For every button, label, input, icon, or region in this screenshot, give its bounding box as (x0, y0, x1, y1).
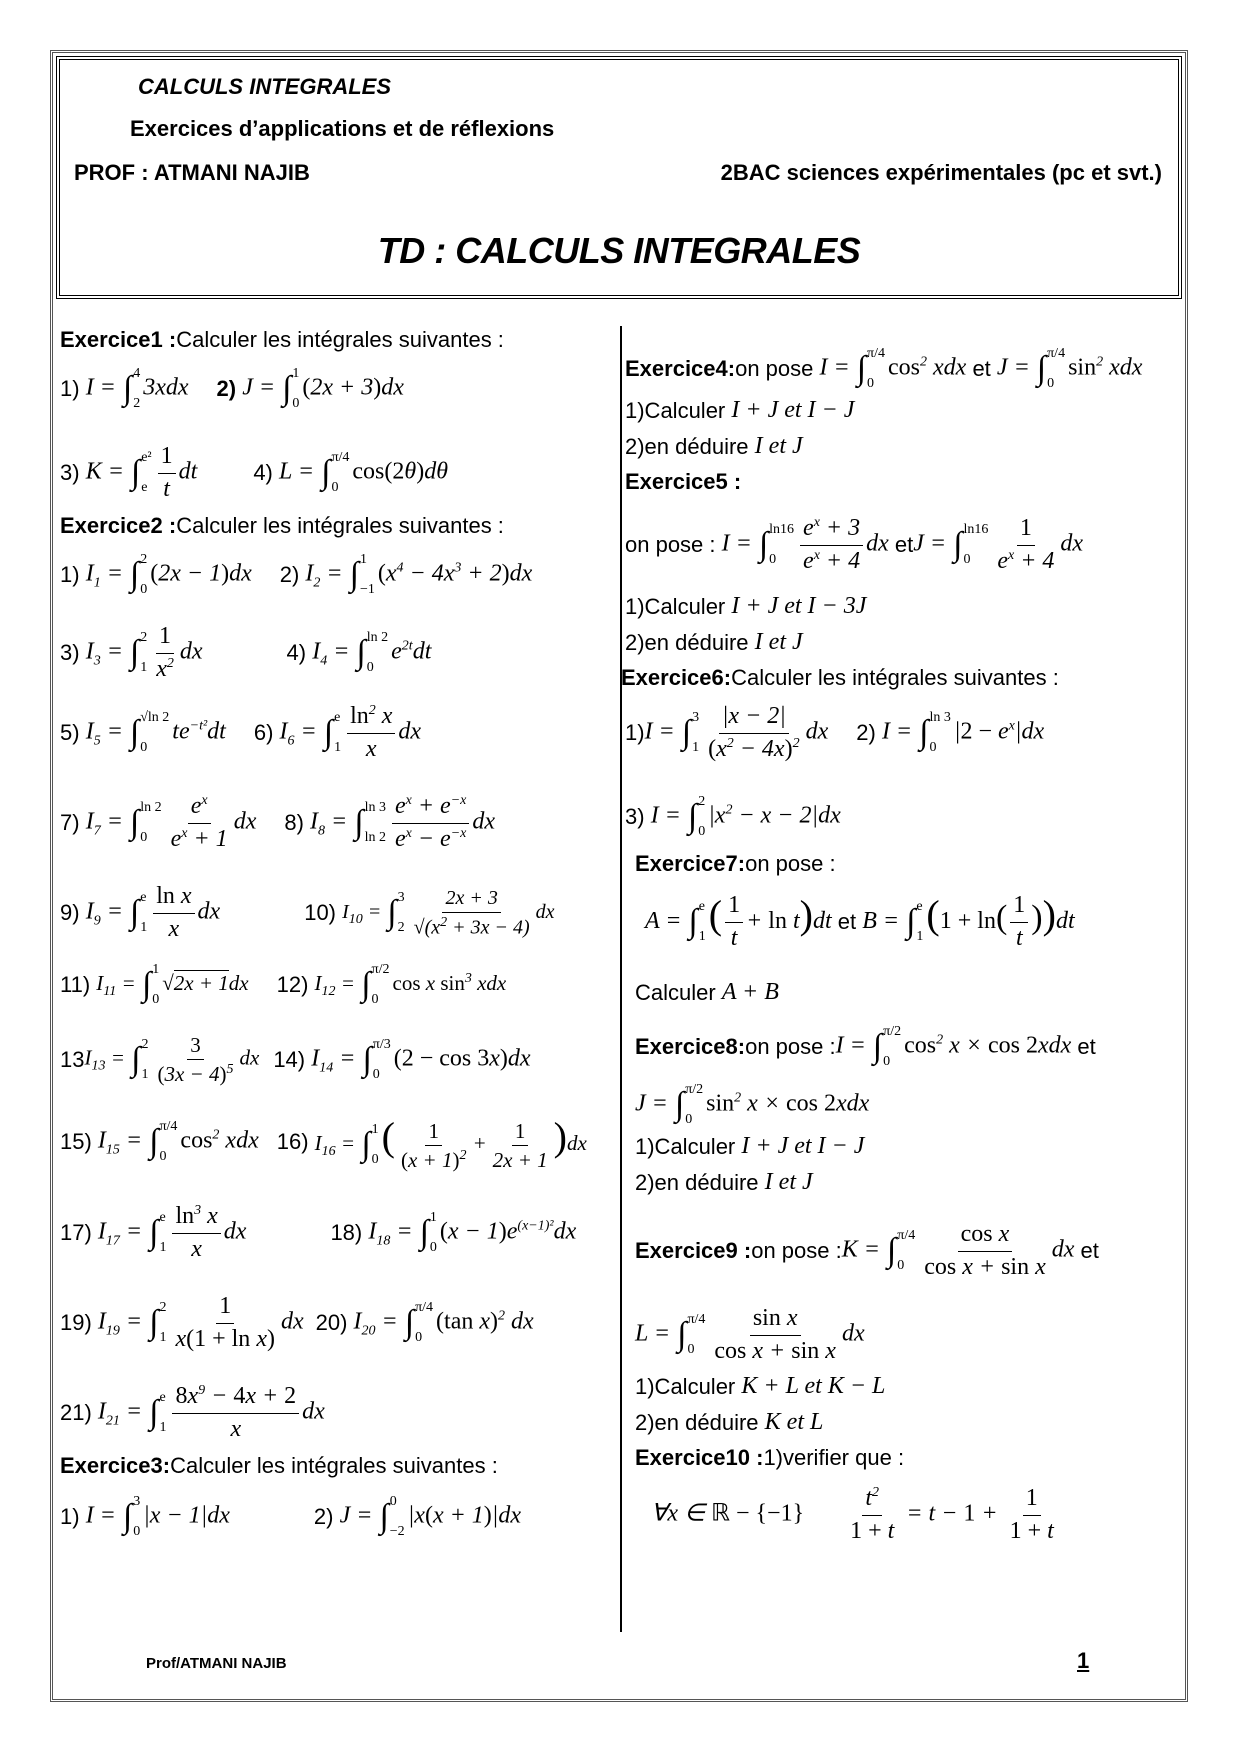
ex3-row1 (60, 1495, 521, 1539)
ex2-row7 (60, 1033, 531, 1086)
ex10-identity (651, 1485, 1060, 1545)
exercise-text: on pose : (745, 851, 836, 876)
exercise-label: Exercice10 : (635, 1445, 764, 1470)
item-number: 13 (60, 1046, 85, 1072)
math-expression: $I_{16}$ = ∫ 1 0 ( $\frac{1}{(x + 1)^2}$ + $\frac{1}{2x + 1}$ )dx (314, 1114, 587, 1172)
ex5-q2 (625, 629, 803, 656)
math-expression: L = ∫ π/4 0 cos(2θ)dθ (279, 450, 448, 496)
item-number: 3) (60, 640, 80, 666)
math-expression: I et J (754, 433, 803, 459)
item-number: 1) (60, 562, 80, 587)
ex2-row4 (60, 793, 495, 853)
ex2-row11 (60, 1383, 325, 1443)
math-expression: I + J et I − J (731, 397, 855, 423)
math-expression: $I_6$ = ∫ e 1 $\frac{\ln^2 x}{x}$ dx (279, 703, 422, 762)
item-number: 2) (856, 720, 876, 746)
question-text: Calculer (635, 979, 716, 1005)
math-expression: ∀x ∈ ℝ − {−1} $\frac{t^2}{1 + t}$ = t − 1 + $\frac{1}{1 + t}$ (651, 1485, 1054, 1544)
ex9-l-definition (635, 1305, 865, 1365)
question-text: 2)en déduire (635, 1409, 759, 1435)
question-text: 1)Calculer (635, 1133, 736, 1159)
subtitle: Exercices d’applications et de réflexions (130, 116, 555, 141)
math-expression: $I_{13}$ = ∫ 2 1 $\frac{3}{(3x - 4)^5}$ dx (84, 1033, 260, 1087)
page-header (56, 56, 1182, 299)
ex7-question (635, 979, 779, 1006)
item-number: 1) (625, 720, 645, 746)
item-number: 3) (625, 804, 645, 829)
exercise-text: Calculer les intégrales suivantes : (176, 513, 504, 538)
item-number: 20) (315, 1310, 348, 1336)
prof-name: PROF : ATMANI NAJIB (74, 160, 310, 185)
ex6-row1 (625, 703, 1044, 763)
ex2-row9 (60, 1203, 576, 1263)
item-number: 12) (276, 972, 309, 997)
item-number: 1) (60, 376, 80, 401)
ex8-q1 (635, 1133, 864, 1160)
ex9-heading (635, 1221, 1099, 1281)
exercise-text: Calculer les intégrales suivantes : (170, 1453, 498, 1478)
math-expression: I = ∫ 3 0 |x − 1|dx (85, 1494, 230, 1539)
math-expression: $I_{17}$ = ∫ e 1 $\frac{\ln^3 x}{x}$ dx (97, 1203, 247, 1262)
item-number: 8) (284, 810, 304, 836)
item-number: 11) (60, 972, 91, 997)
math-expression: I = ∫ ln 3 0 $|2 - e^x|dx$ (881, 710, 1045, 756)
exercise-label: Exercice9 : (635, 1238, 752, 1264)
math-expression: I = ∫ 3 1 $\frac{|x - 2|}{(x^2 - 4x)^2}$ dx (644, 703, 829, 762)
ex5-q1 (625, 593, 866, 620)
math-expression: $I_{14}$ = ∫ π/3 0 (2 − cos 3x)dx (311, 1036, 531, 1082)
math-expression: K et L (764, 1409, 824, 1435)
item-number: 2) (279, 562, 300, 587)
item-number: 18) (330, 1220, 363, 1246)
math-expression: J = ∫ π/2 0 $\sin^2 x \times \cos 2xdx$ (635, 1082, 870, 1127)
conjunction: et (1080, 1238, 1099, 1264)
math-expression: J = ∫ π/4 0 $\sin^2$ xdx (996, 346, 1143, 391)
ex4-q2 (625, 433, 803, 460)
math-expression: $I_8$ = ∫ ln 3 ln 2 $\frac{e^x + e^{-x}}{e^x - e^{-x}}$ dx (310, 793, 496, 852)
question-text: 1)Calculer (625, 397, 726, 423)
math-expression: $I_3$ = ∫ 2 1 $\frac{1}{x^2}$ dx (85, 623, 203, 682)
math-expression: $I_5$ = ∫ √ln 2 0 $te^{-t^2}dt$ (85, 710, 226, 756)
math-expression: B = ∫ e 1 (1 + ln( $\frac{1}{t}$ ))dt (862, 892, 1075, 951)
question-text: 2)en déduire (635, 1169, 759, 1195)
footer-author: Prof/ATMANI NAJIB (146, 1655, 287, 1672)
math-expression: I = ∫ ln16 0 $\frac{e^x + 3}{e^x + 4}$ dx (721, 515, 889, 574)
math-expression: I = ∫ π/4 0 $\cos^2$ xdx (819, 346, 967, 391)
math-expression: K + L et K − L (741, 1373, 886, 1399)
math-expression: I = ∫ 4 2 3xdx (85, 366, 189, 411)
item-number: 2) (216, 376, 237, 401)
math-expression: I = ∫ 2 0 $|x^2 - x - 2|dx$ (650, 794, 841, 839)
math-expression: $I_{21}$ = ∫ e 1 $\frac{8x^9 - 4x + 2}{x}$ dx (97, 1383, 325, 1442)
ex6-row2 (625, 795, 841, 839)
exercise-label: Exercice8: (635, 1034, 746, 1059)
item-number: 2) (313, 1504, 334, 1529)
item-number: 15) (60, 1129, 92, 1155)
exercise-label: Exercice5 : (625, 469, 742, 494)
item-number: 6) (253, 720, 274, 746)
math-expression: $I_{12}$ = ∫ π/2 0 cos x $\sin^3$ xdx (314, 962, 507, 1007)
exercise-text: Calculer les intégrales suivantes : (731, 665, 1059, 690)
math-expression: I et J (754, 629, 803, 655)
page-number: 1 (1077, 1648, 1090, 1673)
math-expression: J = ∫ ln16 0 $\frac{1}{e^x + 4}$ dx (913, 515, 1084, 574)
ex8-heading (635, 1025, 1096, 1069)
item-number: 10) (304, 900, 336, 926)
ex1-row2 (60, 443, 448, 503)
item-number: 14) (273, 1046, 306, 1072)
math-expression: $I_{18}$ = ∫ 1 0 $(x - 1)e^{(x-1)^2}dx$ (368, 1210, 577, 1256)
ex8-q2 (635, 1169, 813, 1196)
exercise-text: Calculer les intégrales suivantes : (176, 327, 504, 352)
math-expression: I + J et I − J (741, 1133, 865, 1159)
math-expression: $I_2$ = ∫ 1 −1 $(x^4 - 4x^3 + 2)dx$ (305, 552, 533, 597)
ex2-row1 (60, 553, 532, 597)
math-expression: $I_{15}$ = ∫ π/4 0 $\cos^2$ xdx (97, 1119, 259, 1165)
ex1-heading (60, 327, 504, 353)
math-expression: $I_7$ = ∫ ln 2 0 $\frac{e^x}{e^x + 1}$ dx (85, 793, 257, 852)
conjunction: et (972, 356, 991, 381)
item-number: 1) (60, 1504, 80, 1529)
ex8-j-definition (635, 1083, 869, 1127)
td-title: TD : CALCULS INTEGRALES (377, 230, 861, 271)
exercise-label: Exercice1 : (60, 327, 177, 352)
ex2-heading (60, 513, 504, 539)
math-expression: L = ∫ π/4 0 $\frac{\text{sin x}}{\text{cos x + sin x}}$ dx (635, 1305, 865, 1364)
math-expression: $I_{20}$ = ∫ π/4 0 (tan x)$^2$ dx (353, 1300, 534, 1346)
ex2-row6 (60, 963, 506, 1007)
question-text: 1)Calculer (625, 593, 726, 619)
ex9-q1 (635, 1373, 885, 1400)
exercise-text: on pose : (745, 1034, 836, 1059)
ex2-row2 (60, 623, 431, 683)
item-number: 3) (60, 460, 80, 486)
math-expression: $I_1$ = ∫ 2 0 (2x − 1)dx (85, 552, 252, 597)
math-expression: $I_9$ = ∫ e 1 $\frac{\text{ln x}}{x}$ dx (85, 883, 221, 942)
item-number: 19) (60, 1310, 92, 1336)
item-number: 17) (60, 1220, 92, 1246)
ex4-heading (625, 347, 1142, 391)
math-expression: J = ∫ 1 0 (2x + 3)dx (242, 366, 404, 411)
math-expression: $I_{10}$ = ∫ 3 2 $\frac{2x + 3}{√(x^2 + 3x - 4)}$ dx (342, 886, 555, 939)
question-text: 1)Calculer (635, 1373, 736, 1399)
math-expression: I = ∫ π/2 0 $\cos^2 x \times \cos 2xdx$ (835, 1024, 1072, 1069)
exercise-text: 1)verifier que : (763, 1445, 905, 1470)
math-expression: $I_4$ = ∫ ln 2 0 $e^{2t}dt$ (312, 630, 432, 676)
course-title: CALCULS INTEGRALES (138, 74, 391, 99)
exercise-text: on pose : (751, 1238, 842, 1264)
math-expression: K = ∫ e² e $\frac{1}{t}$ dt (85, 443, 198, 502)
ex5-label (625, 469, 741, 495)
exercise-label: Exercice7: (635, 851, 746, 876)
conjunction: et (894, 532, 914, 558)
exercise-text: on pose (735, 356, 814, 381)
ex4-q1 (625, 397, 854, 424)
column-divider (620, 326, 622, 1632)
question-text: 2)en déduire (625, 433, 749, 459)
question-text: 2)en déduire (625, 629, 749, 655)
ex2-row3 (60, 703, 421, 763)
conjunction: et (837, 908, 857, 934)
math-expression: $I_{11}$ = ∫ 1 0 √2x + 1dx (96, 962, 249, 1007)
conjunction: et (1077, 1034, 1096, 1059)
ex7-heading (635, 851, 836, 877)
ex5-definitions (625, 515, 1083, 575)
ex1-row1 (60, 367, 404, 411)
item-number: 7) (60, 810, 80, 836)
math-expression: $I_{19}$ = ∫ 2 1 $\frac{1}{\text{x(1 + ln x)}}$ dx (97, 1293, 304, 1352)
ex2-row8 (60, 1113, 587, 1172)
item-number: 5) (60, 720, 80, 746)
math-expression: A + B (721, 979, 779, 1005)
ex7-definitions (645, 891, 1075, 953)
ex9-q2 (635, 1409, 823, 1436)
math-expression: A = ∫ e 1 ( $\frac{1}{t}$ + ln t)dt (645, 892, 832, 951)
ex2-row10 (60, 1293, 534, 1353)
ex2-row5 (60, 883, 555, 943)
item-number: 4) (286, 640, 307, 666)
exercise-text: on pose : (625, 532, 716, 558)
item-number: 21) (60, 1400, 92, 1426)
ex6-heading (621, 665, 1059, 691)
exercise-label: Exercice2 : (60, 513, 177, 538)
level-label: 2BAC sciences expérimentales (pc et svt.) (720, 160, 1162, 185)
math-expression: I + J et I − 3J (731, 593, 867, 619)
ex10-heading (635, 1445, 904, 1471)
math-expression: J = ∫ 0 −2 |x(x + 1)|dx (339, 1494, 522, 1539)
exercise-label: Exercice4: (625, 356, 736, 381)
item-number: 9) (60, 900, 80, 926)
math-expression: K = ∫ π/4 0 $\frac{\text{cos x}}{\text{cos x + sin x}}$ dx (841, 1221, 1075, 1280)
item-number: 16) (276, 1129, 309, 1155)
math-expression: I et J (764, 1169, 813, 1195)
ex3-heading (60, 1453, 498, 1479)
item-number: 4) (253, 460, 273, 486)
exercise-label: Exercice6: (621, 665, 732, 690)
exercise-label: Exercice3: (60, 1453, 171, 1478)
